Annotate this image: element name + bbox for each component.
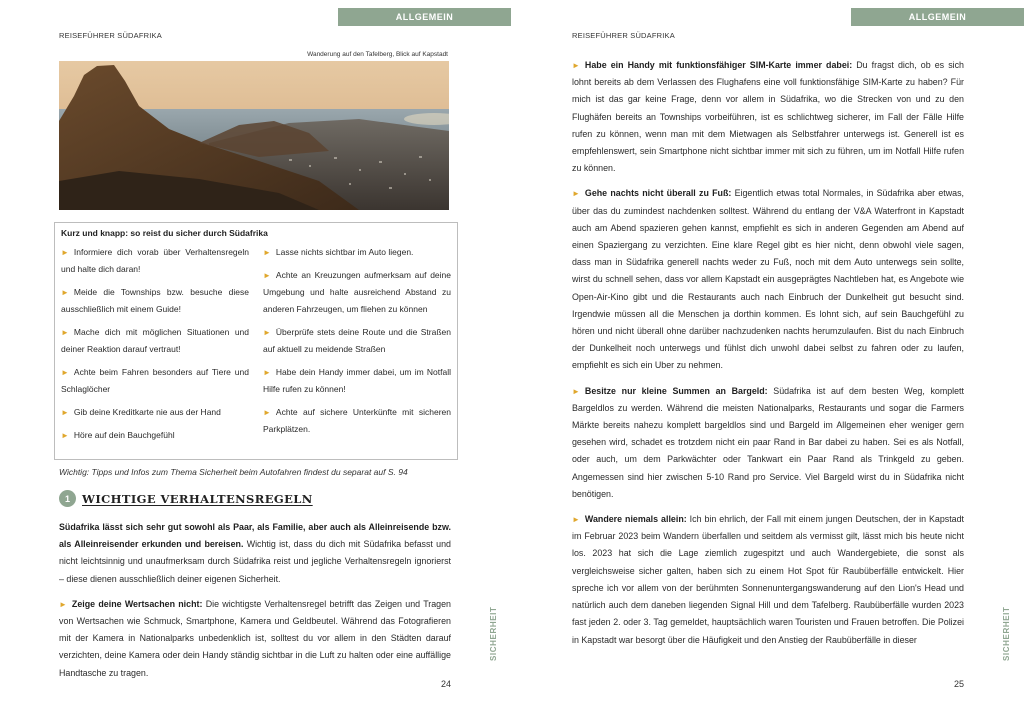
running-head: REISEFÜHRER SÜDAFRIKA (59, 31, 162, 40)
list-item: ► Informiere dich vorab über Verhaltensregeln und halte dich daran! (61, 247, 249, 274)
list-item: ► Achte beim Fahren besonders auf Tiere und Schlaglöcher (61, 367, 249, 394)
header-tab: ALLGEMEIN (338, 8, 511, 26)
arrow-right-icon: ► (572, 515, 580, 525)
list-item: ► Lasse nichts sichtbar im Auto liegen. (263, 247, 414, 257)
arrow-right-icon: ► (263, 328, 271, 337)
list-item: ► Gib deine Kreditkarte nie aus der Hand (61, 407, 221, 417)
photo-caption: Wanderung auf den Tafelberg, Blick auf Kapstadt (307, 51, 448, 58)
section-title: WICHTIGE VERHALTENSREGELN (82, 491, 313, 506)
rule-paragraph: ► Gehe nachts nicht überall zu Fuß: Eigentlich etwas total Normales, in Südafrika aber etwas, über das du zumindest nachdenken solltest. Während du entlang der V&A Waterfront in Kapstadt auch am Abend spazieren gehen kannst, empfiehlt es sich in anderen Gegenden am Abend auf einen Spaziergang zu verzichten. Eine klare Regel gibt es hier nicht, denn obwohl viele sagen, dass man in Südafrika generell nachts weder zu Fuß, noch mit dem Auto unterwegs sein sollte, wirst du schnell sehen, dass vor allem Kapstadt ein ausgeprägtes Nachtleben hat, es Angebote wie Open-Air-Kino gibt und die Restaurants auch nach Einbruch der Dunkelheit gut besucht sind. Irgendwie müssen all die Menschen ja dorthin kommen. Es lohnt sich, auf sein Bauchgefühl zu hören und nicht überall ohne darüber nachzudenken nachts herumzulaufen. Bist du nach Einbruch der Dunkelheit noch unterwegs und fühlst dich unwohl dabei selbst zu fahren oder zu laufen, empfiehlt es sich ein Uber zu nehmen. (572, 188, 965, 371)
safety-note: Wichtig: Tipps und Infos zum Thema Sicherheit beim Autofahren findest du separat auf S. 94 (59, 467, 408, 477)
section-heading (59, 490, 313, 507)
rule-paragraph: ► Zeige deine Wertsachen nicht: Die wichtigste Verhaltensregel betrifft das Zeigen und Tragen von Wertsachen wie Schmuck, Smartphone, Kamera und Geldbeutel. Während das Fotografieren mit der Kamera in Nationalparks unbedenklich ist, solltest du vor allem in den Städten darauf verzichten, deine Kamera oder dein Handy ständig sichtbar in die Luft zu halten oder eine auffällige Handtasche zu tragen. (59, 598, 451, 678)
right-page (512, 0, 1024, 725)
list-item: ► Achte an Kreuzungen aufmerksam auf deine Umgebung und halte ausreichend Abstand zu anderen Fahrzeugen, um fliehen zu können (263, 270, 451, 314)
arrow-right-icon: ► (263, 271, 271, 280)
right-body-text (572, 57, 964, 657)
list-item: ► Überprüfe stets deine Route und die Straßen auf aktuell zu meidende Straßen (263, 327, 451, 354)
rule-paragraph: ► Besitze nur kleine Summen an Bargeld: Südafrika ist auf dem besten Weg, komplett Bargeldlos zu werden. Während die meisten Nationalparks, Restaurants und sogar die Farmers Märkte bereits nahezu komplett bargeldlos sind und Bargeld im Allgemeinen eher weniger gern gesehen wird, schadet es trotzdem nicht ein paar Rand in Bar dabei zu haben. Sei es als Notfall, oder auch, um dem Parkwächter oder Tankwart ein Paar Rand als Trinkgeld zu geben. Angemessen sind hier zwischen 5-10 Rand pro Service. Viel Bargeld wirst du in Südafrika nicht benötigen. (572, 385, 964, 499)
arrow-right-icon: ► (263, 248, 271, 257)
safety-tip-box (54, 222, 458, 460)
arrow-right-icon: ► (263, 408, 271, 417)
arrow-right-icon: ► (61, 408, 69, 417)
left-body-text (59, 519, 451, 690)
arrow-right-icon: ► (61, 431, 69, 440)
intro-paragraph: Südafrika lässt sich sehr gut sowohl als Paar, als Familie, aber auch als Alleinreisende bzw. als Alleinreisender erkunden und bereisen. Wichtig ist, dass du dich mit Südafrika befasst und nicht leichtsinnig und unaufmerksam durch Südafrika reist und jegliche Verhaltensregeln ignorierst – diese dienen ausschließlich deiner eigenen Sicherheit. (59, 522, 451, 584)
arrow-right-icon: ► (61, 288, 69, 297)
rule-paragraph: ► Wandere niemals allein: Ich bin ehrlich, der Fall mit einem jungen Deutschen, der in Kapstadt im Februar 2023 beim Wandern überfallen und seitdem als vermisst gilt, lässt mich bis heute nicht los. 2023 hat sich die Lage ziemlich zugespitzt und auch Wandergebiete, die sonst als vergleichsweise sicher galten, haben sich zu einem Hot Spot für Raubüberfälle entwickelt. Hier spreche ich vor allem von der berühmten Sonnenuntergangswanderung auf den Lion's Head und natürlich auch dem daneben liegenden Signal Hill und dem Tafelberg. Raubüberfälle wurden 2023 fast jeden 2. oder 3. Tag gemeldet, hauptsächlich waren Touristen und Frauen betroffen. Die Polizei in Kapstadt war besorgt über die Häufigkeit und den Anstieg der Raubüberfälle in dieser (572, 514, 965, 645)
arrow-right-icon: ► (61, 368, 69, 377)
arrow-right-icon: ► (59, 599, 67, 609)
list-item: ► Mache dich mit möglichen Situationen und deiner Reaktion darauf vertraut! (61, 327, 249, 354)
arrow-right-icon: ► (61, 248, 69, 257)
side-section-label: SICHERHEIT (1002, 606, 1011, 661)
tip-column-2 (263, 244, 451, 450)
list-item: ► Höre auf dein Bauchgefühl (61, 430, 175, 440)
arrow-right-icon: ► (263, 368, 271, 377)
arrow-right-icon: ► (572, 189, 580, 199)
side-section-label: SICHERHEIT (489, 606, 498, 661)
rule-paragraph: ► Habe ein Handy mit funktionsfähiger SIM-Karte immer dabei: Du fragst dich, ob es sich lohnt bereits ab dem Verlassen des Flughafens eine voll funktionsfähige SIM-Karte zu haben? Für mich ist das gar keine Frage, denn vor allem in Südafrika, wo die Strecken von und zu den Flughäfen bereits an Townships vorbeiführen, ist es schlichtweg sicherer, im Fall der Fälle Hilfe rufen zu können, wenn man mit dem Mietwagen als Selbstfahrer unterwegs ist. Generell ist es empfehlenswert, sein Smartphone nicht sichtbar immer mit sich zu führen, um im Notfall Hilfe rufen zu können. (572, 60, 964, 174)
photo-illustration (59, 61, 449, 210)
list-item: ► Habe dein Handy immer dabei, um im Notfall Hilfe rufen zu können! (263, 367, 451, 394)
arrow-right-icon: ► (572, 61, 580, 70)
arrow-right-icon: ► (572, 386, 580, 396)
page-number: 24 (441, 679, 452, 689)
list-item: ► Meide die Townships bzw. besuche diese ausschließlich mit einem Guide! (61, 287, 249, 314)
page-number: 25 (954, 679, 965, 689)
tip-column-1 (61, 244, 249, 450)
section-number-badge: 1 (59, 490, 76, 507)
header-tab: ALLGEMEIN (851, 8, 1024, 26)
running-head: REISEFÜHRER SÜDAFRIKA (572, 31, 675, 40)
table-mountain-photo (59, 61, 449, 210)
arrow-right-icon: ► (61, 328, 69, 337)
list-item: ► Achte auf sichere Unterkünfte mit sicheren Parkplätzen. (263, 407, 451, 434)
tipbox-title: Kurz und knapp: so reist du sicher durch Südafrika (61, 228, 268, 238)
